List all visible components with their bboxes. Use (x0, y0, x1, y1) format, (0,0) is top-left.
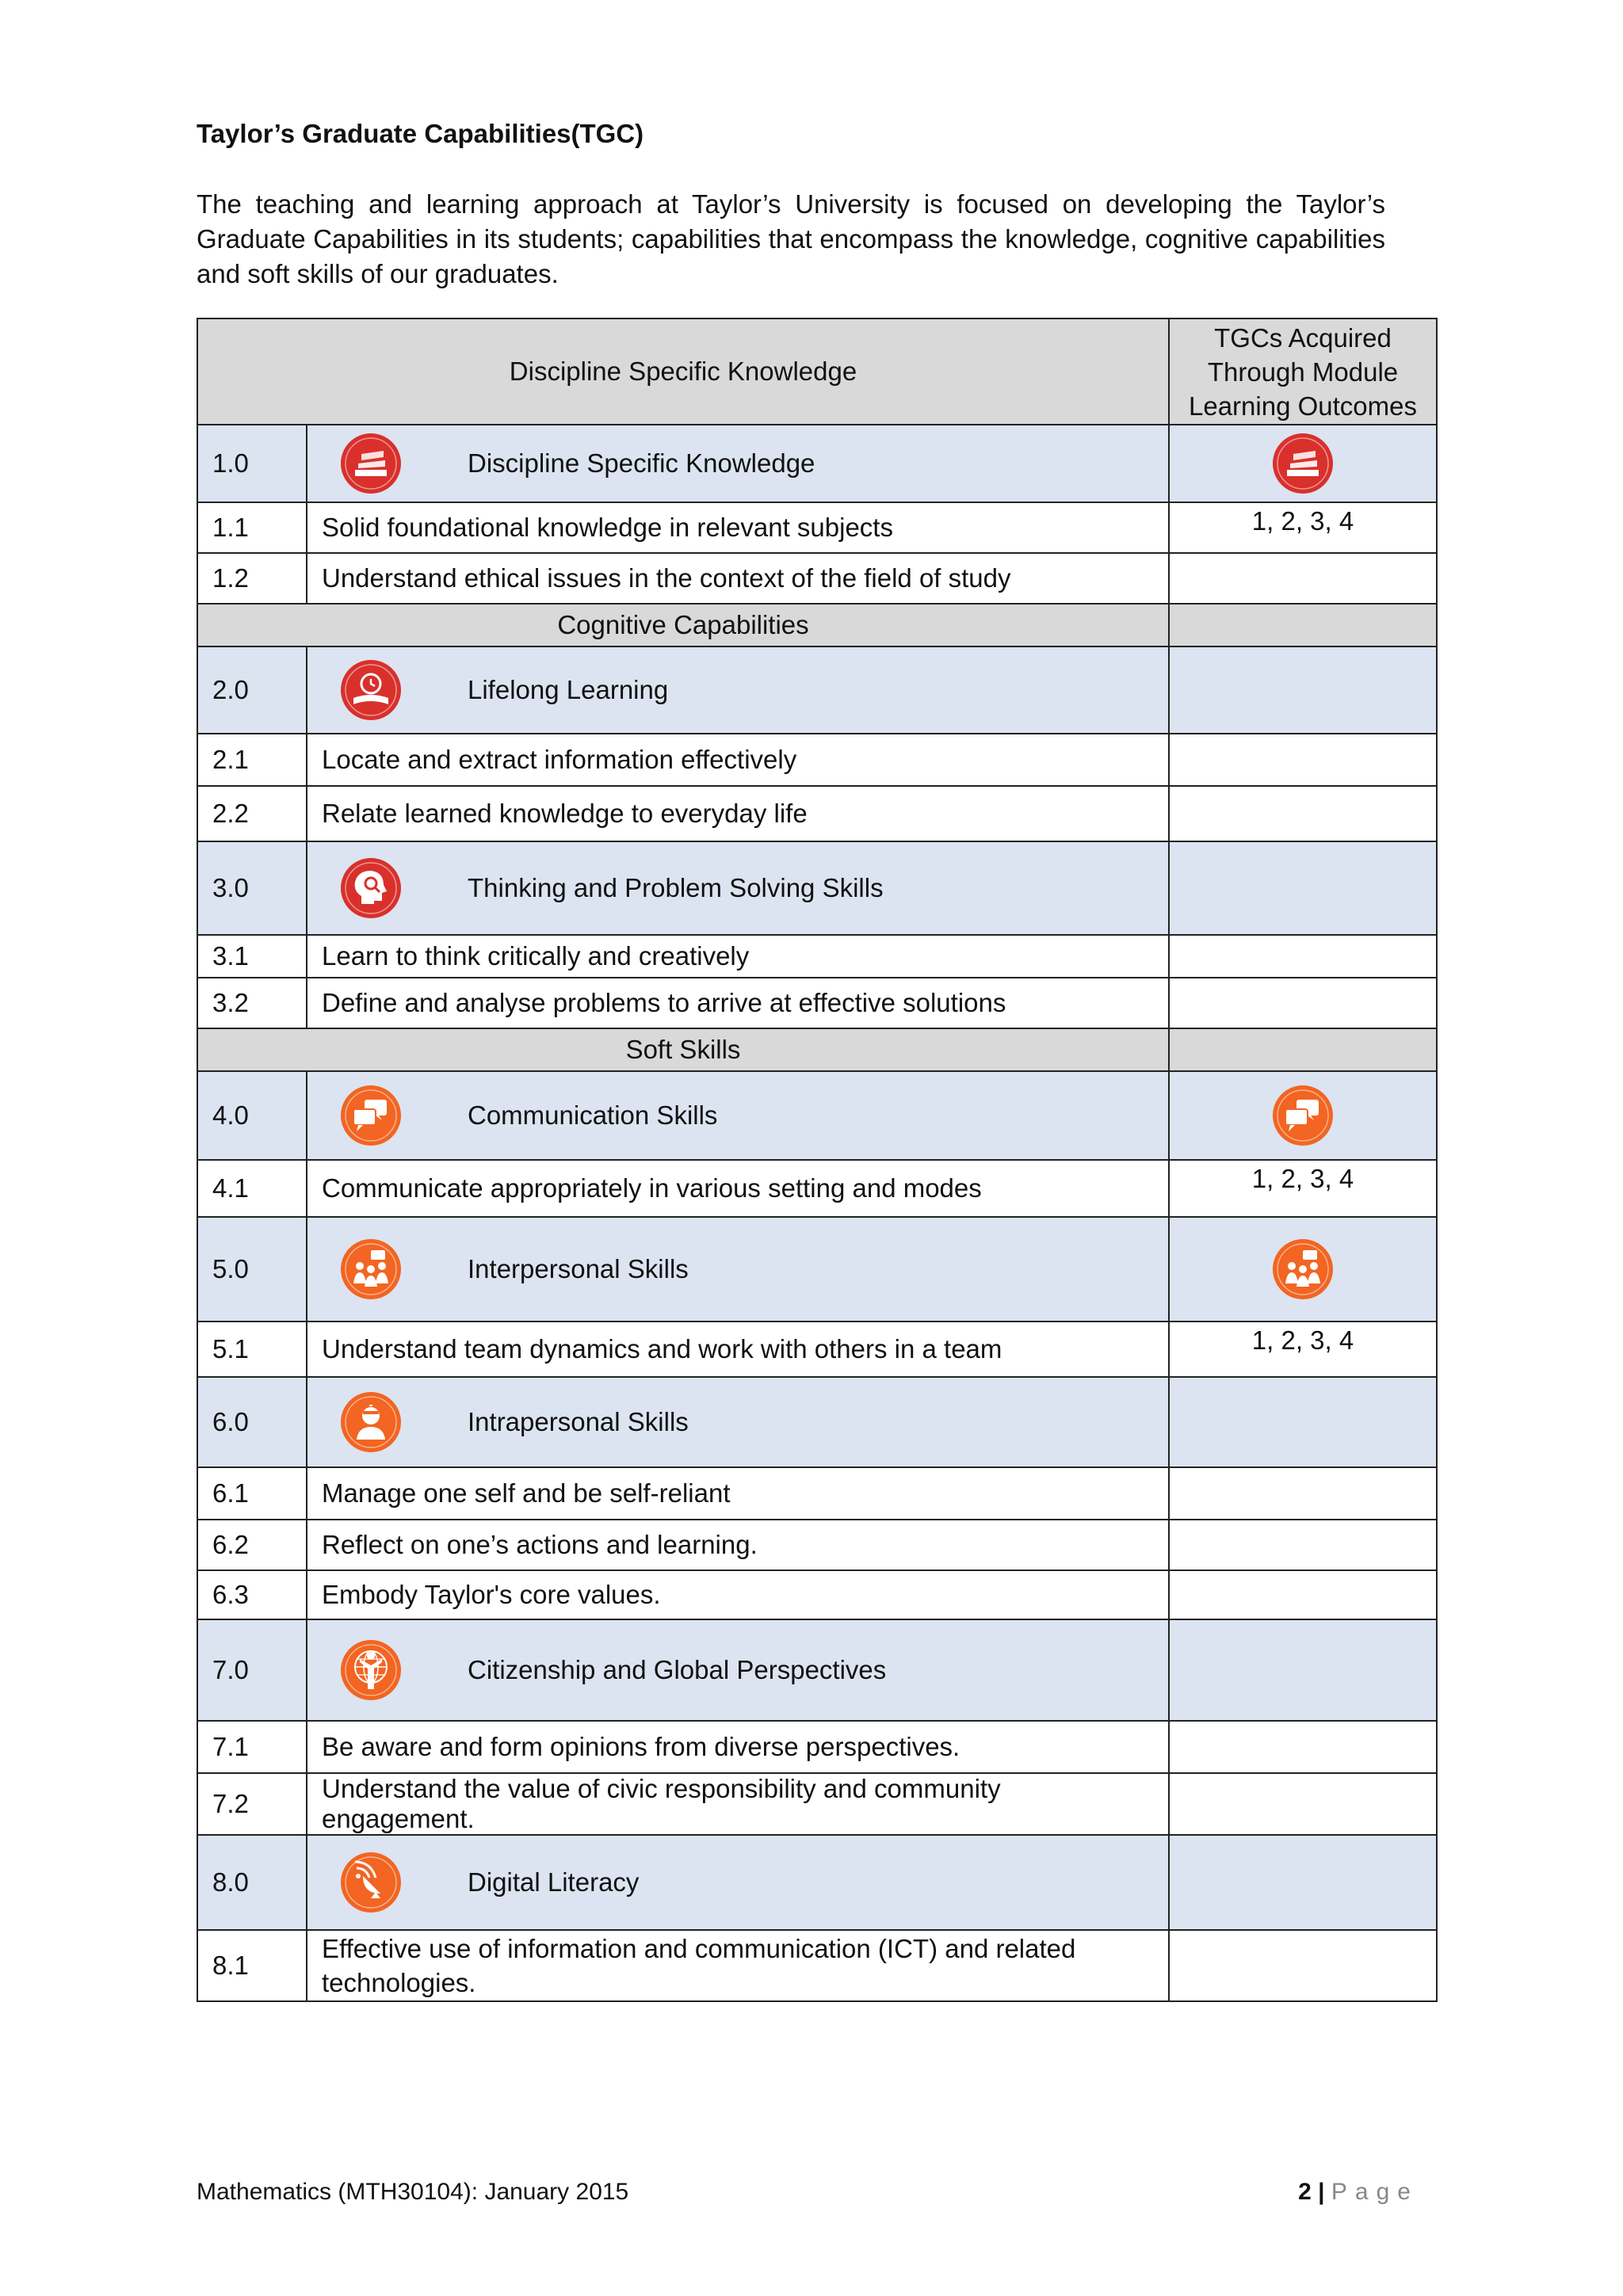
row-number: 3.0 (197, 841, 307, 935)
table-row (197, 1570, 1437, 1619)
row-number: 6.2 (197, 1520, 307, 1570)
row-category-cell (307, 1835, 1169, 1930)
table-row (197, 1520, 1437, 1570)
tgc-cell (1169, 786, 1437, 841)
tgc-cell (1169, 1835, 1437, 1930)
row-category-cell (307, 1217, 1169, 1322)
row-text: Embody Taylor's core values. (307, 1570, 1169, 1619)
row-text: Intrapersonal Skills (468, 1407, 689, 1436)
books-icon (1271, 432, 1335, 495)
table-row (197, 786, 1437, 841)
tgc-cell (1169, 425, 1437, 502)
group-icon (1271, 1238, 1335, 1301)
tgc-cell (1169, 935, 1437, 978)
speech-bubbles-icon (339, 1084, 403, 1147)
row-number: 1.1 (197, 502, 307, 553)
table-row (197, 553, 1437, 604)
table-row (197, 646, 1437, 734)
table-row (197, 935, 1437, 978)
row-number: 5.1 (197, 1322, 307, 1377)
table-row (197, 1721, 1437, 1773)
footer-module: Mathematics (MTH30104): January 2015 (197, 2179, 629, 2205)
section-title: Cognitive Capabilities (197, 604, 1169, 646)
header-left-cell: Discipline Specific Knowledge (197, 318, 1169, 425)
row-text: Thinking and Problem Solving Skills (468, 873, 884, 902)
row-number: 5.0 (197, 1217, 307, 1322)
row-text: Communicate appropriately in various setting and modes (307, 1160, 1169, 1217)
tgc-cell (1169, 1377, 1437, 1467)
row-number: 1.0 (197, 425, 307, 502)
row-number: 6.3 (197, 1570, 307, 1619)
row-text: Interpersonal Skills (468, 1254, 689, 1283)
tgc-cell (1169, 1773, 1437, 1835)
row-category-cell (307, 1071, 1169, 1160)
table-row (197, 978, 1437, 1028)
row-text: Discipline Specific Knowledge (468, 448, 815, 478)
table-row (197, 425, 1437, 502)
speech-bubbles-icon (1271, 1084, 1335, 1147)
row-number: 6.1 (197, 1467, 307, 1520)
tgc-cell (1169, 734, 1437, 786)
row-text: Define and analyse problems to arrive at effective solutions (307, 978, 1169, 1028)
table-row (197, 502, 1437, 553)
tgc-value: 1, 2, 3, 4 (1169, 502, 1437, 553)
group-icon (339, 1238, 403, 1301)
row-text: Relate learned knowledge to everyday life (307, 786, 1169, 841)
row-text: Understand the value of civic responsibility and community engagement. (307, 1773, 1169, 1835)
table-row (197, 1619, 1437, 1721)
table-row (197, 1930, 1437, 2001)
row-number: 7.2 (197, 1773, 307, 1835)
page-number: 2 (1298, 2179, 1312, 2205)
tgc-cell (1169, 1570, 1437, 1619)
tgc-cell (1169, 1619, 1437, 1721)
tgc-cell (1169, 1217, 1437, 1322)
row-text: Digital Literacy (468, 1867, 640, 1897)
row-category-cell (307, 1619, 1169, 1721)
intro-paragraph: The teaching and learning approach at Taylor’s University is focused on developing the Taylor’s Graduate Capabilities in its students; capabilities that encompass the knowledge, cognitive capabilities and soft skills of our graduates. (197, 189, 1385, 288)
table-row (197, 1322, 1437, 1377)
tgc-cell (1169, 1721, 1437, 1773)
head-magnifier-icon (339, 856, 403, 920)
section-band (197, 604, 1437, 646)
row-number: 2.0 (197, 646, 307, 734)
row-text: Citizenship and Global Perspectives (468, 1655, 887, 1684)
tgc-cell (1169, 553, 1437, 604)
row-text: Communication Skills (468, 1100, 718, 1130)
tgc-table (197, 318, 1438, 2002)
row-number: 3.1 (197, 935, 307, 978)
table-row (197, 1773, 1437, 1835)
row-text: Reflect on one’s actions and learning. (307, 1520, 1169, 1570)
books-icon (339, 432, 403, 495)
row-category-cell (307, 425, 1169, 502)
row-text: Learn to think critically and creatively (307, 935, 1169, 978)
row-number: 6.0 (197, 1377, 307, 1467)
page-separator: | (1318, 2179, 1325, 2205)
table-row (197, 1835, 1437, 1930)
row-text: Lifelong Learning (468, 675, 669, 704)
row-text: Locate and extract information effectively (307, 734, 1169, 786)
tgc-cell (1169, 646, 1437, 734)
section-title: Soft Skills (197, 1028, 1169, 1071)
row-text: Understand team dynamics and work with others in a team (307, 1322, 1169, 1377)
row-number: 8.0 (197, 1835, 307, 1930)
clock-book-icon (339, 658, 403, 722)
table-row (197, 1377, 1437, 1467)
row-text: Understand ethical issues in the context of the field of study (307, 553, 1169, 604)
row-text: Manage one self and be self-reliant (307, 1467, 1169, 1520)
tgc-cell (1169, 1520, 1437, 1570)
row-number: 7.1 (197, 1721, 307, 1773)
table-row (197, 1217, 1437, 1322)
row-category-cell (307, 646, 1169, 734)
section-band (197, 1028, 1437, 1071)
row-number: 1.2 (197, 553, 307, 604)
page-word: Page (1331, 2179, 1419, 2205)
row-number: 4.0 (197, 1071, 307, 1160)
table-row (197, 841, 1437, 935)
header-right-cell: TGCs Acquired Through Module Learning Outcomes (1169, 318, 1437, 425)
row-number: 3.2 (197, 978, 307, 1028)
tgc-cell (1169, 978, 1437, 1028)
row-text: Be aware and form opinions from diverse perspectives. (307, 1721, 1169, 1773)
table-row (197, 734, 1437, 786)
globe-person-icon (339, 1638, 403, 1702)
row-number: 7.0 (197, 1619, 307, 1721)
footer-page (1298, 2179, 1419, 2206)
tgc-cell (1169, 1467, 1437, 1520)
table-row (197, 1160, 1437, 1217)
row-category-cell (307, 1377, 1169, 1467)
tgc-value: 1, 2, 3, 4 (1169, 1160, 1437, 1217)
page-title: Taylor’s Graduate Capabilities(TGC) (197, 119, 644, 148)
tgc-value: 1, 2, 3, 4 (1169, 1322, 1437, 1377)
row-number: 2.2 (197, 786, 307, 841)
row-text: Effective use of information and communication (ICT) and related technologies. (307, 1930, 1169, 2001)
row-category-cell (307, 841, 1169, 935)
tgc-cell (1169, 841, 1437, 935)
row-number: 2.1 (197, 734, 307, 786)
table-header-row (197, 318, 1437, 425)
satellite-icon (339, 1851, 403, 1914)
tgc-cell (1169, 1071, 1437, 1160)
row-text: Solid foundational knowledge in relevant subjects (307, 502, 1169, 553)
row-number: 4.1 (197, 1160, 307, 1217)
tgc-cell (1169, 1930, 1437, 2001)
person-icon (339, 1390, 403, 1454)
table-row (197, 1467, 1437, 1520)
row-number: 8.1 (197, 1930, 307, 2001)
table-row (197, 1071, 1437, 1160)
